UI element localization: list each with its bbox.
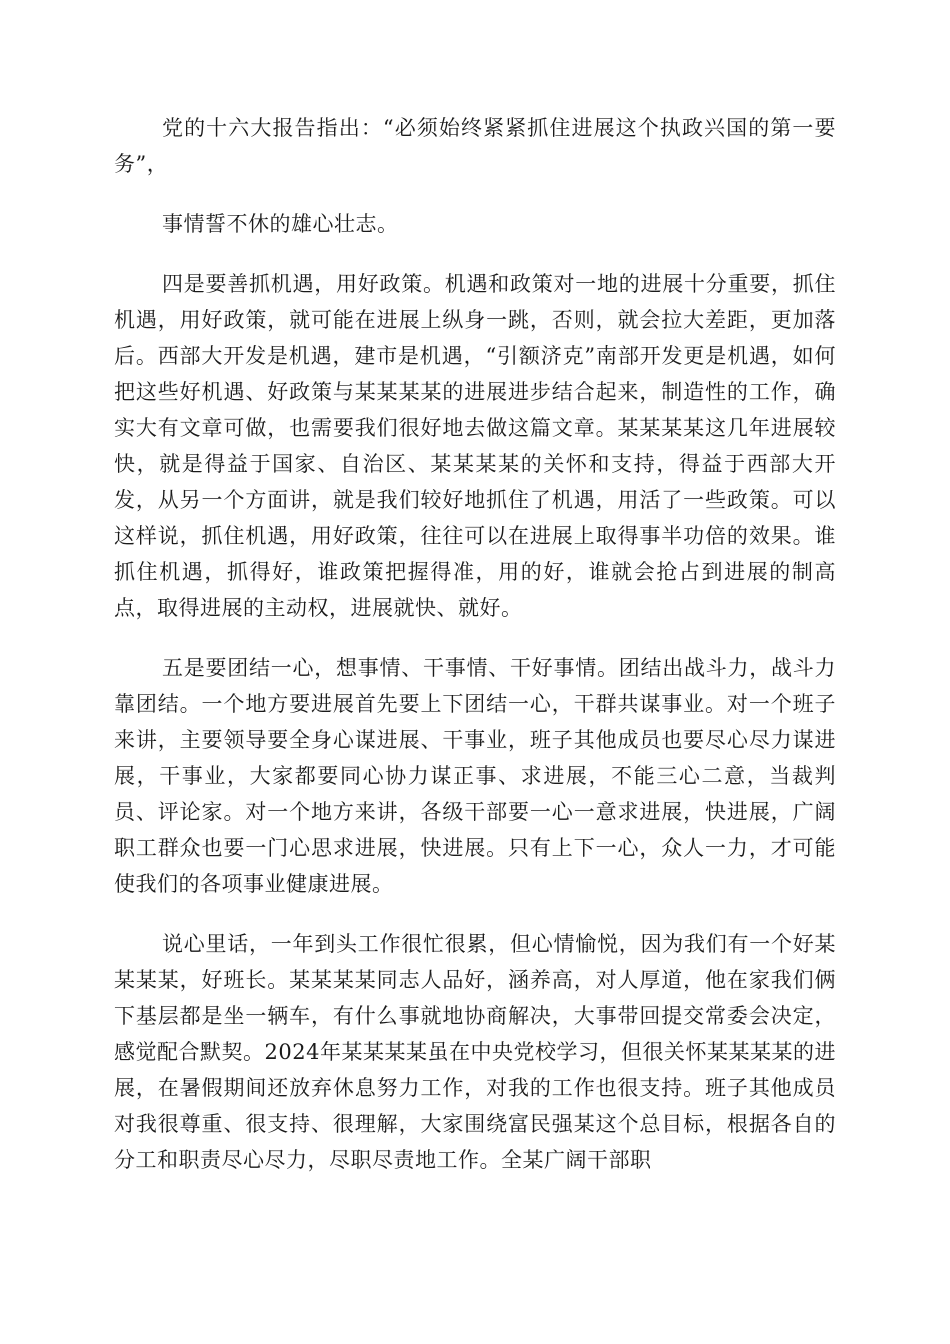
paragraph-5: 说心里话，一年到头工作很忙很累，但心情愉悦，因为我们有一个好某某某某，好班长。某某某某同志人品好，涵养高，对人厚道，他在家我们俩下基层都是坐一辆车，有什么事就地协商解决，大事带回提交常委会决定，感觉配合默契。2024年某某某某虽在中央党校学习，但很关怀某某某某的进展，在暑假期间还放弃休息努力工作，对我的工作也很支持。班子其他成员对我很尊重、很支持、很理解，大家围绕富民强某这个总目标，根据各自的分工和职责尽心尽力，尽职尽责地工作。全某广阔干部职 [114, 932, 836, 1172]
paragraph-1: 党的十六大报告指出：“必须始终紧紧抓住进展这个执政兴国的第一要务”， [114, 116, 836, 176]
paragraph-2: 事情誓不休的雄心壮志。 [162, 212, 399, 236]
paragraph-3: 四是要善抓机遇，用好政策。机遇和政策对一地的进展十分重要，抓住机遇，用好政策，就可能在进展上纵身一跳，否则，就会拉大差距，更加落后。西部大开发是机遇，建市是机遇，“引额济克”南部开发更是机遇，如何把这些好机遇、好政策与某某某某的进展进步结合起来，制造性的工作，确实大有文章可做，也需要我们很好地去做这篇文章。某某某某这几年进展较快，就是得益于国家、自治区、某某某某的关怀和支持，得益于西部大开发，从另一个方面讲，就是我们较好地抓住了机遇，用活了一些政策。可以这样说，抓住机遇，用好政策，往往可以在进展上取得事半功倍的效果。谁抓住机遇，抓得好，谁政策把握得准，用的好，谁就会抢占到进展的制高点，取得进展的主动权，进展就快、就好。 [114, 272, 836, 620]
paragraph-4: 五是要团结一心，想事情、干事情、干好事情。团结出战斗力，战斗力靠团结。一个地方要进展首先要上下团结一心，干群共谋事业。对一个班子来讲，主要领导要全身心谋进展、干事业，班子其他成员也要尽心尽力谋进展，干事业，大家都要同心协力谋正事、求进展，不能三心二意，当裁判员、评论家。对一个地方来讲，各级干部要一心一意求进展，快进展，广阔职工群众也要一门心思求进展，快进展。只有上下一心，众人一力，才可能使我们的各项事业健康进展。 [114, 656, 836, 896]
document-body [114, 110, 836, 1202]
